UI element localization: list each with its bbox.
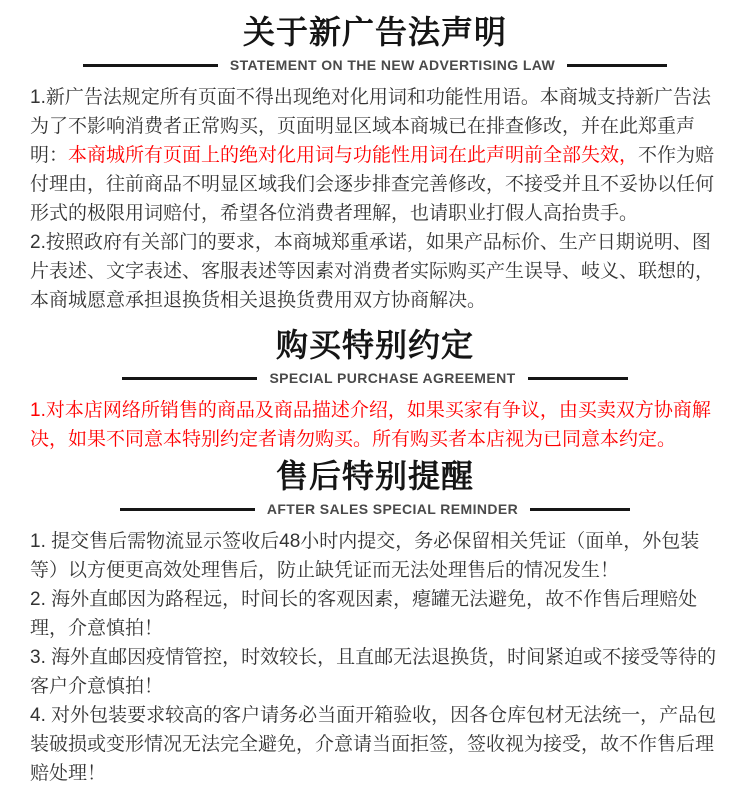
section-subtitle-purchase-agreement (30, 371, 720, 385)
subtitle-text: AFTER SALES SPECIAL REMINDER (266, 501, 519, 517)
section-subtitle-after-sales (30, 502, 720, 516)
section-advertising-law (30, 14, 720, 315)
text-segment: 4. 对外包装要求较高的客户请务必当面开箱验收，因各仓库包材无法统一，产品包装破损或变形情况无法完全避免，介意请当面拒签，签收视为接受，故不作售后理赔处理！ (30, 705, 717, 784)
subtitle-left-rule (83, 64, 218, 67)
subtitle-right-rule (567, 64, 667, 67)
paragraph (30, 396, 720, 454)
text-segment: 2. 海外直邮因为路程远，时间长的客观因素，瘪罐无法避免，故不作售后理赔处理，介意慎拍！ (30, 589, 698, 639)
paragraph (30, 585, 720, 643)
paragraph (30, 701, 720, 787)
text-segment: 2.按照政府有关部门的要求，本商城郑重承诺，如果产品标价、生产日期说明、图片表述、文字表述、客服表述等因素对消费者实际购买产生误导、岐义、联想的，本商城愿意承担退换货相关退换货费用双方协商解决。 (30, 232, 715, 311)
subtitle-right-rule (528, 377, 628, 380)
section-subtitle-advertising-law (30, 58, 720, 72)
text-segment: 1.新广告法规定所有页面不得出现绝对化用词和功能性用语。本商城支持新广告法为了不影响消费者正常购买，页面明显区域本商城已在排查修改，并在此郑重声明： (30, 87, 711, 166)
section-paragraphs (30, 396, 720, 454)
red-text-segment: 本商城所有页面上的绝对化用词与功能性用词在此声明前全部失效， (68, 145, 639, 166)
text-segment: 不作为赔付理由，往前商品不明显区域我们会逐步排查完善修改，不接受并且不妥协以任何形式的极限用词赔付，希望各位消费者理解，也请职业打假人高抬贵手。 (30, 145, 715, 224)
subtitle-left-rule (122, 377, 257, 380)
section-title-advertising-law: 关于新广告法声明 (242, 14, 507, 50)
section-title-purchase-agreement: 购买特别约定 (275, 327, 474, 363)
paragraph (30, 83, 720, 228)
section-after-sales (30, 458, 720, 787)
subtitle-left-rule (120, 508, 255, 511)
paragraph (30, 527, 720, 585)
section-title-after-sales: 售后特别提醒 (275, 458, 474, 494)
section-paragraphs (30, 83, 720, 315)
section-purchase-agreement (30, 327, 720, 454)
text-segment: 3. 海外直邮因疫情管控，时效较长，且直邮无法退换货，时间紧迫或不接受等待的客户介意慎拍！ (30, 647, 717, 697)
section-paragraphs (30, 527, 720, 787)
subtitle-right-rule (530, 508, 630, 511)
red-text-segment: 1.对本店网络所销售的商品及商品描述介绍，如果买家有争议，由买卖双方协商解决，如果不同意本特别约定者请勿购买。所有购买者本店视为已同意本约定。 (30, 400, 711, 450)
paragraph (30, 643, 720, 701)
subtitle-text: SPECIAL PURCHASE AGREEMENT (269, 370, 516, 386)
text-segment: 1. 提交售后需物流显示签收后48小时内提交，务必保留相关凭证（面单，外包装等）以方便更高效处理售后，防止缺凭证而无法处理售后的情况发生！ (30, 531, 700, 581)
paragraph (30, 228, 720, 315)
subtitle-text: STATEMENT ON THE NEW ADVERTISING LAW (229, 57, 556, 73)
